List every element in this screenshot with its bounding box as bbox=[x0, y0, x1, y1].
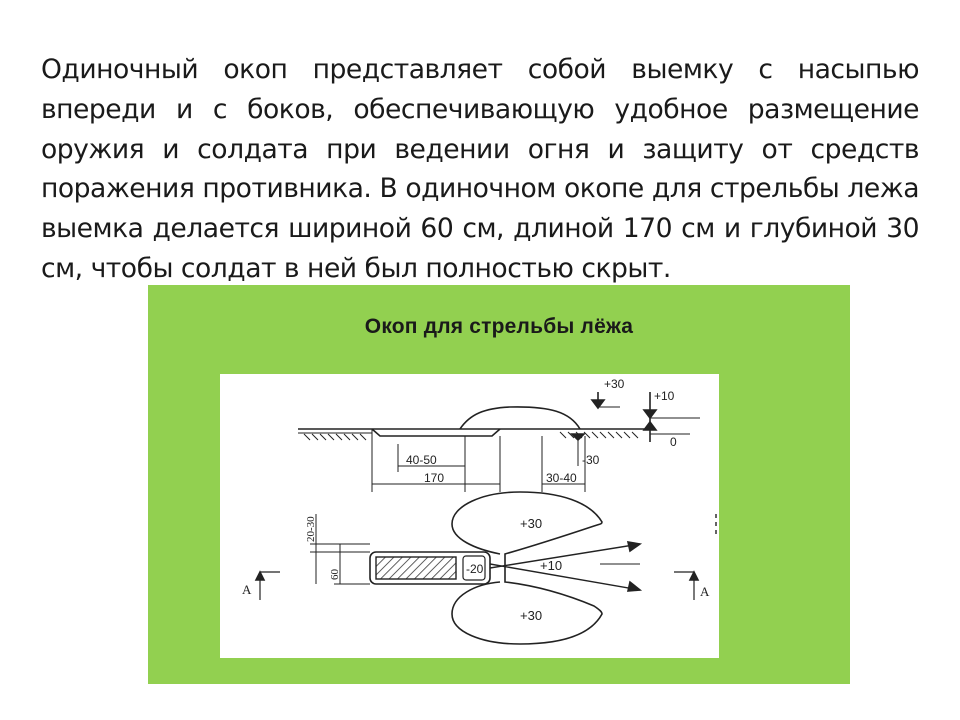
level-top-label: +30 bbox=[604, 377, 625, 391]
plan-section bbox=[256, 492, 716, 644]
pit-profile bbox=[372, 429, 500, 436]
mark-bottom-label: +30 bbox=[520, 608, 543, 623]
level-zero-label: 0 bbox=[670, 435, 677, 449]
dim-20-30-label: 20-30 bbox=[305, 516, 317, 542]
level-mid-label: +10 bbox=[654, 389, 675, 403]
illustration-panel bbox=[148, 285, 850, 684]
profile-section bbox=[298, 392, 700, 492]
section-right-label: A bbox=[700, 584, 710, 599]
dim-170-label: 170 bbox=[424, 471, 445, 485]
section-left-label: A bbox=[242, 582, 252, 597]
trench-hatched bbox=[376, 557, 456, 579]
level-depth-label: -30 bbox=[582, 453, 600, 467]
parapet-mound bbox=[460, 407, 580, 429]
dim-40-50-label: 40-50 bbox=[406, 453, 437, 467]
dim-30-40-label: 30-40 bbox=[546, 471, 577, 485]
mark-pit-label: -20 bbox=[466, 562, 484, 576]
trench-drawing-svg bbox=[220, 374, 719, 658]
dim-60-label: 60 bbox=[329, 569, 341, 580]
mark-mid-label: +10 bbox=[540, 558, 563, 573]
panel-title: Окоп для стрельбы лёжа bbox=[364, 315, 634, 338]
plan-labels bbox=[242, 516, 710, 623]
description-paragraph: Одиночный окоп представляет собой выемку с насыпью впереди и с боков, обеспечивающую удобное размещение оружия и солдата при ведении огня и защиту от средств поражения противника. В одиночном окопе для стрельбы лежа выемка делается шириной 60 см, длиной 170 см и глубиной 30 см, чтобы солдат в ней был полностью скрыт. bbox=[41, 54, 919, 284]
mark-top-label: +30 bbox=[520, 516, 543, 531]
trench-drawing bbox=[220, 374, 719, 658]
